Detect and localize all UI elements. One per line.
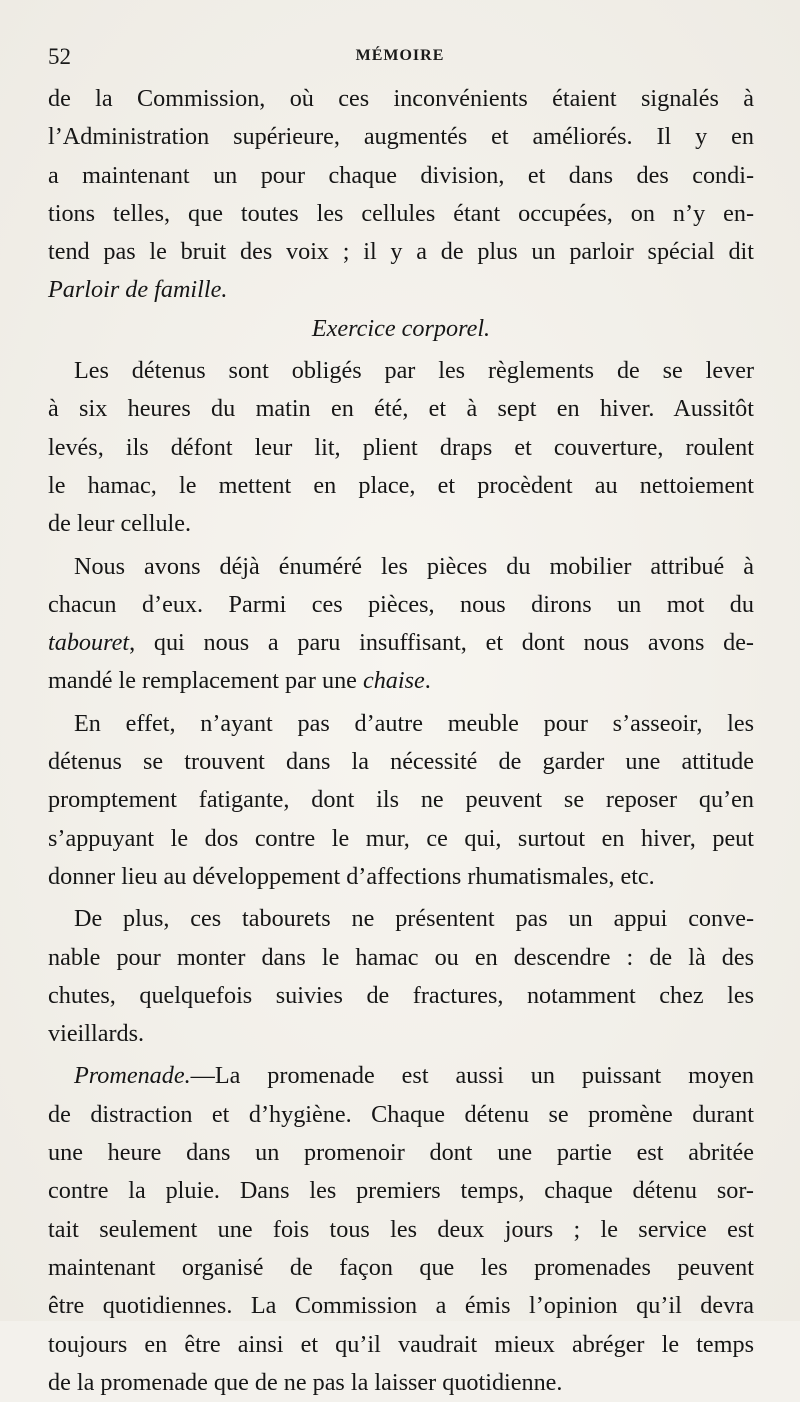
text-line — [48, 662, 754, 700]
italic-word: tabouret — [48, 629, 130, 657]
section-title: Exercice corporel. — [311, 314, 491, 342]
text-line: Les détenus sont obligés par les règlements de se lever — [74, 357, 754, 385]
italic-word: chaise — [362, 667, 425, 695]
text-line: tions telles, que toutes les cellules étant occupées, on n’y en- — [48, 199, 754, 227]
text-line: promptement fatigante, dont ils ne peuvent se reposer qu’en — [48, 786, 754, 814]
text-line: levés, ils défont leur lit, plient draps et couverture, roulent — [48, 433, 754, 461]
italic-phrase: Parloir de famille. — [48, 276, 228, 304]
text-line — [48, 1057, 754, 1095]
text-line: tend pas le bruit des voix ; il y a de plus un parloir spécial dit — [48, 238, 754, 266]
text-line: s’appuyant le dos contre le mur, ce qui, surtout en hiver, peut — [48, 824, 754, 852]
text-line — [48, 271, 754, 309]
text-line: toujours en être ainsi et qu’il vaudrait mieux abréger le temps — [48, 1330, 754, 1358]
text-run: —La promenade est aussi un puissant moyen — [190, 1062, 754, 1090]
text-line: contre la pluie. Dans les premiers temps, chaque détenu sor- — [48, 1177, 754, 1205]
text-line: De plus, ces tabourets ne présentent pas un appui conve- — [74, 905, 754, 933]
italic-phrase: Promenade. — [74, 1062, 191, 1090]
text-line: de la promenade que de ne pas la laisser quotidienne. — [48, 1368, 563, 1396]
text-line: l’Administration supérieure, augmentés et améliorés. Il y en — [48, 123, 754, 151]
page-number: 52 — [48, 44, 71, 69]
text-line — [48, 624, 754, 662]
text-line: a maintenant un pour chaque division, et dans des condi- — [48, 161, 754, 189]
text-line: détenus se trouvent dans la nécessité de garder une attitude — [48, 748, 754, 776]
body-text — [48, 80, 754, 1402]
page-header — [48, 44, 752, 72]
text-line: nable pour monter dans le hamac ou en descendre : de là des — [48, 943, 754, 971]
text-line: Nous avons déjà énuméré les pièces du mobilier attribué à — [74, 552, 754, 580]
text-run: , qui nous a paru insuffisant, et dont nous avons de- — [129, 629, 754, 657]
text-line: En effet, n’ayant pas d’autre meuble pour s’asseoir, les — [74, 709, 754, 737]
text-line: chacun d’eux. Parmi ces pièces, nous dirons un mot du — [48, 590, 754, 618]
text-run: . — [424, 667, 431, 695]
text-line: de la Commission, où ces inconvénients étaient signalés à — [48, 85, 754, 112]
text-line: une heure dans un promenoir dont une partie est abritée — [48, 1139, 754, 1167]
text-run: mandé le remplacement par une — [48, 667, 363, 695]
section-heading — [48, 310, 754, 348]
text-line: à six heures du matin en été, et à sept en hiver. Aussitôt — [48, 395, 754, 423]
text-line: de leur cellule. — [48, 510, 192, 538]
text-line: de distraction et d’hygiène. Chaque détenu se promène durant — [48, 1100, 754, 1128]
text-line: être quotidiennes. La Commission a émis l’opinion qu’il devra — [48, 1292, 754, 1320]
text-line: tait seulement une fois tous les deux jours ; le service est — [48, 1215, 754, 1243]
text-line: chutes, quelquefois suivies de fractures, notamment chez les — [48, 981, 754, 1009]
running-title: MÉMOIRE — [355, 47, 445, 64]
text-line: donner lieu au développement d’affections rhumatismales, etc. — [48, 862, 655, 890]
text-line: le hamac, le mettent en place, et procèdent au nettoiement — [48, 471, 754, 499]
text-line: vieillards. — [48, 1020, 145, 1048]
text-line: maintenant organisé de façon que les promenades peuvent — [48, 1253, 754, 1281]
